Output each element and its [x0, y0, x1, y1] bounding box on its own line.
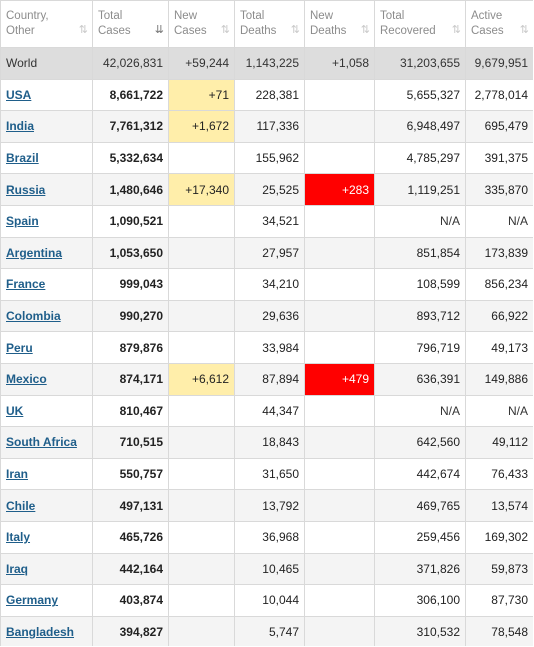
table-row — [1, 332, 534, 364]
table-row — [1, 269, 534, 301]
total-deaths-cell: 13,792 — [235, 490, 305, 522]
country-link[interactable]: Mexico — [6, 372, 47, 387]
new-deaths-cell — [305, 490, 375, 522]
country-link[interactable]: Italy — [6, 530, 31, 545]
world-active-cases: 9,679,951 — [466, 48, 534, 80]
total-deaths-cell: 117,336 — [235, 111, 305, 143]
total-cases-cell: 497,131 — [93, 490, 169, 522]
total-deaths-cell: 228,381 — [235, 79, 305, 111]
new-deaths-cell — [305, 142, 375, 174]
table-row — [1, 521, 534, 553]
column-header-country[interactable] — [1, 1, 93, 48]
new-cases-cell — [169, 490, 235, 522]
total-cases-cell: 465,726 — [93, 521, 169, 553]
column-header-new-cases[interactable] — [169, 1, 235, 48]
total-recovered-cell: N/A — [375, 395, 466, 427]
header-label-line1: New — [310, 10, 334, 22]
total-cases-cell: 1,480,646 — [93, 174, 169, 206]
total-cases-cell: 879,876 — [93, 332, 169, 364]
active-cases-cell: 49,112 — [466, 427, 534, 459]
new-cases-cell — [169, 553, 235, 585]
table-row — [1, 111, 534, 143]
table-row — [1, 363, 534, 395]
total-cases-cell: 990,270 — [93, 300, 169, 332]
new-deaths-cell — [305, 521, 375, 553]
world-country-cell: World — [1, 48, 93, 80]
country-link[interactable]: India — [6, 119, 35, 134]
total-deaths-cell: 31,650 — [235, 458, 305, 490]
active-cases-cell: 2,778,014 — [466, 79, 534, 111]
country-link[interactable]: Russia — [6, 182, 46, 197]
total-cases-cell: 8,661,722 — [93, 79, 169, 111]
country-cell — [1, 458, 93, 490]
total-recovered-cell: 4,785,297 — [375, 142, 466, 174]
active-cases-cell: 49,173 — [466, 332, 534, 364]
total-deaths-cell: 34,210 — [235, 269, 305, 301]
active-cases-cell: 66,922 — [466, 300, 534, 332]
active-cases-cell: 59,873 — [466, 553, 534, 585]
total-deaths-cell: 10,044 — [235, 585, 305, 617]
column-header-new-deaths[interactable] — [305, 1, 375, 48]
total-deaths-cell: 27,957 — [235, 237, 305, 269]
new-deaths-cell — [305, 553, 375, 585]
table-row — [1, 142, 534, 174]
new-deaths-cell — [305, 300, 375, 332]
new-cases-cell — [169, 427, 235, 459]
table-row — [1, 205, 534, 237]
total-cases-cell: 5,332,634 — [93, 142, 169, 174]
table-row — [1, 395, 534, 427]
total-deaths-cell: 18,843 — [235, 427, 305, 459]
country-link[interactable]: Peru — [6, 340, 33, 355]
total-deaths-cell: 155,962 — [235, 142, 305, 174]
table-row — [1, 458, 534, 490]
country-link[interactable]: UK — [6, 403, 24, 418]
total-recovered-cell: 310,532 — [375, 616, 466, 646]
total-recovered-cell: 642,560 — [375, 427, 466, 459]
total-recovered-cell: 371,826 — [375, 553, 466, 585]
table-row — [1, 490, 534, 522]
active-cases-cell: 391,375 — [466, 142, 534, 174]
country-cell — [1, 237, 93, 269]
active-cases-cell: N/A — [466, 395, 534, 427]
column-header-active-cases[interactable] — [466, 1, 534, 48]
new-cases-cell — [169, 237, 235, 269]
sort-both-icon[interactable]: ⇅ — [360, 23, 369, 36]
new-cases-cell — [169, 205, 235, 237]
active-cases-cell: 695,479 — [466, 111, 534, 143]
active-cases-cell: 335,870 — [466, 174, 534, 206]
active-cases-cell: 76,433 — [466, 458, 534, 490]
header-label-line2: Other — [6, 25, 35, 37]
active-cases-cell: 149,886 — [466, 363, 534, 395]
country-cell — [1, 205, 93, 237]
table-row — [1, 427, 534, 459]
active-cases-cell: 13,574 — [466, 490, 534, 522]
country-cell — [1, 174, 93, 206]
total-cases-cell: 710,515 — [93, 427, 169, 459]
total-deaths-cell: 29,636 — [235, 300, 305, 332]
sort-desc-icon[interactable]: ⇊ — [154, 23, 163, 36]
total-deaths-cell: 10,465 — [235, 553, 305, 585]
new-deaths-cell — [305, 395, 375, 427]
country-link[interactable]: Brazil — [6, 151, 39, 166]
total-deaths-cell: 87,894 — [235, 363, 305, 395]
header-label-line2: Cases — [98, 25, 131, 37]
new-deaths-cell — [305, 332, 375, 364]
total-cases-cell: 403,874 — [93, 585, 169, 617]
world-total-row — [1, 48, 534, 80]
country-link[interactable]: Argentina — [6, 245, 63, 260]
country-link[interactable]: France — [6, 277, 46, 292]
country-cell — [1, 395, 93, 427]
new-cases-cell: +71 — [169, 79, 235, 111]
new-cases-cell: +1,672 — [169, 111, 235, 143]
sort-both-icon[interactable]: ⇅ — [519, 23, 528, 36]
active-cases-cell: 856,234 — [466, 269, 534, 301]
new-cases-cell — [169, 585, 235, 617]
total-cases-cell: 1,090,521 — [93, 205, 169, 237]
table-row — [1, 174, 534, 206]
world-total-recovered: 31,203,655 — [375, 48, 466, 80]
total-recovered-cell: 5,655,327 — [375, 79, 466, 111]
header-label-line1: Active — [471, 10, 503, 22]
country-cell — [1, 269, 93, 301]
country-link[interactable]: Spain — [6, 214, 39, 229]
new-deaths-cell — [305, 205, 375, 237]
country-link[interactable]: USA — [6, 87, 32, 102]
active-cases-cell: 169,302 — [466, 521, 534, 553]
table-row — [1, 300, 534, 332]
table-row — [1, 553, 534, 585]
world-total-deaths: 1,143,225 — [235, 48, 305, 80]
new-cases-cell — [169, 458, 235, 490]
total-recovered-cell: 6,948,497 — [375, 111, 466, 143]
country-link[interactable]: Bangladesh — [6, 624, 75, 639]
header-label-line2: Recovered — [380, 25, 436, 37]
total-cases-cell: 874,171 — [93, 363, 169, 395]
header-label-line2: Deaths — [240, 25, 277, 37]
header-label-line1: Total — [240, 10, 265, 22]
table-header-row — [1, 1, 534, 48]
total-recovered-cell: 851,854 — [375, 237, 466, 269]
total-cases-cell: 1,053,650 — [93, 237, 169, 269]
total-deaths-cell: 25,525 — [235, 174, 305, 206]
country-cell — [1, 142, 93, 174]
country-link[interactable]: Chile — [6, 498, 36, 513]
active-cases-cell: 87,730 — [466, 585, 534, 617]
country-link[interactable]: Colombia — [6, 309, 61, 324]
sort-both-icon[interactable]: ⇅ — [78, 23, 87, 36]
header-label-line1: Country, — [6, 10, 49, 22]
total-deaths-cell: 33,984 — [235, 332, 305, 364]
total-deaths-cell: 34,521 — [235, 205, 305, 237]
column-header-total-recovered[interactable] — [375, 1, 466, 48]
new-deaths-cell — [305, 585, 375, 617]
sort-both-icon[interactable]: ⇅ — [290, 23, 299, 36]
sort-both-icon[interactable]: ⇅ — [220, 23, 229, 36]
country-link[interactable]: Iraq — [6, 561, 29, 576]
country-cell — [1, 427, 93, 459]
country-cell — [1, 300, 93, 332]
new-deaths-cell — [305, 427, 375, 459]
new-cases-cell — [169, 300, 235, 332]
total-recovered-cell: 259,456 — [375, 521, 466, 553]
total-cases-cell: 810,467 — [93, 395, 169, 427]
country-link[interactable]: Iran — [6, 467, 29, 482]
total-recovered-cell: N/A — [375, 205, 466, 237]
country-cell — [1, 521, 93, 553]
country-cell — [1, 490, 93, 522]
new-deaths-cell — [305, 616, 375, 646]
header-label-line1: Total — [98, 10, 123, 22]
table-row — [1, 237, 534, 269]
total-deaths-cell: 36,968 — [235, 521, 305, 553]
country-cell — [1, 363, 93, 395]
new-cases-cell: +17,340 — [169, 174, 235, 206]
total-recovered-cell: 469,765 — [375, 490, 466, 522]
active-cases-cell: 173,839 — [466, 237, 534, 269]
country-cell — [1, 616, 93, 646]
total-cases-cell: 999,043 — [93, 269, 169, 301]
country-cell — [1, 553, 93, 585]
new-cases-cell: +6,612 — [169, 363, 235, 395]
total-recovered-cell: 306,100 — [375, 585, 466, 617]
table-row — [1, 79, 534, 111]
world-new-cases: +59,244 — [169, 48, 235, 80]
total-recovered-cell: 796,719 — [375, 332, 466, 364]
total-recovered-cell: 636,391 — [375, 363, 466, 395]
table-row — [1, 616, 534, 646]
header-label-line1: Total — [380, 10, 405, 22]
new-deaths-cell — [305, 269, 375, 301]
world-new-deaths: +1,058 — [305, 48, 375, 80]
total-cases-cell: 7,761,312 — [93, 111, 169, 143]
column-header-total-cases[interactable] — [93, 1, 169, 48]
new-deaths-cell: +283 — [305, 174, 375, 206]
header-label-line2: Cases — [471, 25, 504, 37]
new-cases-cell — [169, 521, 235, 553]
table-row — [1, 585, 534, 617]
table-body — [1, 48, 534, 647]
new-cases-cell — [169, 332, 235, 364]
new-deaths-cell — [305, 79, 375, 111]
new-deaths-cell — [305, 111, 375, 143]
total-cases-cell: 394,827 — [93, 616, 169, 646]
header-label-line2: Deaths — [310, 25, 347, 37]
new-deaths-cell: +479 — [305, 363, 375, 395]
new-cases-cell — [169, 395, 235, 427]
new-deaths-cell — [305, 237, 375, 269]
active-cases-cell: N/A — [466, 205, 534, 237]
total-deaths-cell: 5,747 — [235, 616, 305, 646]
total-cases-cell: 550,757 — [93, 458, 169, 490]
country-cell — [1, 111, 93, 143]
active-cases-cell: 78,548 — [466, 616, 534, 646]
total-recovered-cell: 442,674 — [375, 458, 466, 490]
new-cases-cell — [169, 616, 235, 646]
new-deaths-cell — [305, 458, 375, 490]
header-label-line2: Cases — [174, 25, 207, 37]
world-total-cases: 42,026,831 — [93, 48, 169, 80]
total-recovered-cell: 893,712 — [375, 300, 466, 332]
new-cases-cell — [169, 142, 235, 174]
total-recovered-cell: 1,119,251 — [375, 174, 466, 206]
total-recovered-cell: 108,599 — [375, 269, 466, 301]
total-deaths-cell: 44,347 — [235, 395, 305, 427]
total-cases-cell: 442,164 — [93, 553, 169, 585]
new-cases-cell — [169, 269, 235, 301]
country-link[interactable]: Germany — [6, 593, 59, 608]
country-cell — [1, 585, 93, 617]
sort-both-icon[interactable]: ⇅ — [451, 23, 460, 36]
country-cell — [1, 79, 93, 111]
header-label-line1: New — [174, 10, 198, 22]
country-link[interactable]: South Africa — [6, 435, 77, 450]
country-cell — [1, 332, 93, 364]
column-header-total-deaths[interactable] — [235, 1, 305, 48]
